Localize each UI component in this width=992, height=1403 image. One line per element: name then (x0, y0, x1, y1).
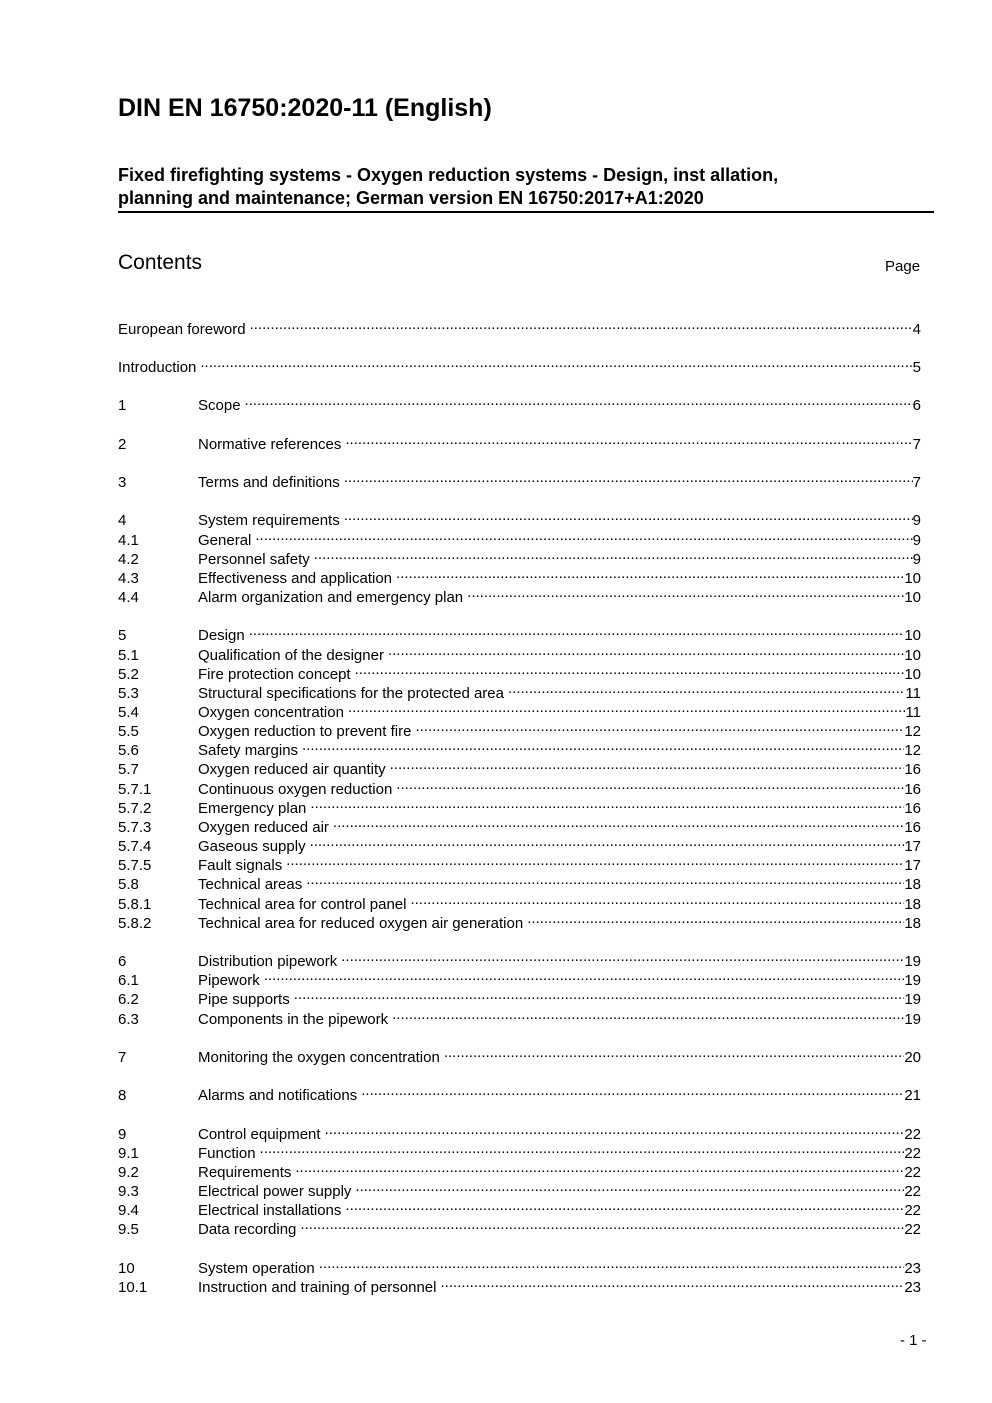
toc-entry[interactable] (118, 870, 921, 893)
toc-dot-leader (319, 1254, 905, 1273)
toc-section-number: 4.1 (118, 532, 139, 549)
toc-section-number: 9.2 (118, 1164, 139, 1181)
page-column-heading: Page (885, 258, 921, 275)
toc-dot-leader (344, 506, 913, 525)
toc-section-number: 9.3 (118, 1183, 139, 1200)
toc-section-title: System requirements (198, 512, 340, 529)
toc-section-number: 9.1 (118, 1145, 139, 1162)
toc-page-number: 9 (912, 532, 921, 549)
toc-dot-leader (440, 1273, 904, 1292)
toc-section-title: Personnel safety (198, 551, 310, 568)
toc-section-number: 4.4 (118, 589, 139, 606)
toc-section-number: 5 (118, 627, 127, 644)
toc-section-number: 9 (118, 1126, 127, 1143)
toc-page-number: 11 (905, 685, 921, 702)
toc-section-number: 10.1 (118, 1279, 148, 1296)
toc-section-title: Oxygen reduced air quantity (198, 761, 386, 778)
toc-section-title: Fire protection concept (198, 666, 351, 683)
toc-dot-leader (314, 545, 913, 564)
toc-page-number: 10 (904, 627, 921, 644)
toc-section-title: Oxygen reduction to prevent fire (198, 723, 412, 740)
toc-section-number: 2 (118, 436, 127, 453)
toc-section-number: 4.3 (118, 570, 139, 587)
toc-section-title: Safety margins (198, 742, 299, 759)
toc-section-title: Technical area for reduced oxygen air generation (198, 915, 524, 932)
toc-dot-leader (200, 353, 912, 372)
toc-entry[interactable] (118, 698, 921, 721)
toc-dot-leader (355, 660, 905, 679)
toc-dot-leader (310, 832, 905, 851)
toc-dot-leader (310, 794, 904, 813)
toc-entry[interactable] (118, 909, 921, 932)
toc-dot-leader (508, 679, 905, 698)
toc-page-number: 12 (904, 723, 921, 740)
toc-section-number: 1 (118, 397, 127, 414)
toc-page-number: 10 (904, 570, 921, 587)
contents-heading: Contents (118, 251, 203, 274)
toc-entry[interactable] (118, 391, 921, 414)
toc-page-number: 22 (904, 1126, 921, 1143)
footer-page-number: - 1 - (900, 1332, 927, 1349)
toc-entry[interactable] (118, 506, 921, 529)
toc-page-number: 19 (904, 972, 921, 989)
toc-section-number: 5.7.2 (118, 800, 152, 817)
toc-dot-leader (255, 526, 912, 545)
toc-entry[interactable] (118, 526, 921, 549)
toc-dot-leader (245, 391, 913, 410)
toc-entry[interactable] (118, 947, 921, 970)
toc-page-number: 18 (904, 915, 921, 932)
toc-page-number: 16 (904, 781, 921, 798)
toc-page-number: 16 (904, 761, 921, 778)
toc-section-number: 5.7.1 (118, 781, 152, 798)
toc-section-title: Effectiveness and application (198, 570, 393, 587)
toc-entry[interactable] (118, 890, 921, 913)
toc-entry[interactable] (118, 832, 921, 855)
toc-entry[interactable] (118, 851, 921, 874)
toc-page-number: 22 (904, 1202, 921, 1219)
toc-section-number: 9.4 (118, 1202, 139, 1219)
toc-page-number: 22 (904, 1183, 921, 1200)
toc-entry[interactable] (118, 1177, 921, 1200)
toc-dot-leader (392, 1005, 904, 1024)
toc-dot-leader (345, 430, 912, 449)
toc-dot-leader (325, 1120, 905, 1139)
document-subtitle (118, 164, 934, 213)
toc-entry[interactable] (118, 660, 921, 683)
toc-entry[interactable] (118, 1081, 921, 1104)
toc-section-title: Design (198, 627, 245, 644)
toc-page-number: 19 (904, 953, 921, 970)
toc-section-title: Control equipment (198, 1126, 321, 1143)
toc-entry[interactable] (118, 736, 921, 759)
toc-entry[interactable] (118, 775, 921, 798)
toc-dot-leader (300, 1215, 904, 1234)
toc-section-number: 5.2 (118, 666, 139, 683)
toc-section-title: Requirements (198, 1164, 292, 1181)
toc-dot-leader (355, 1177, 904, 1196)
toc-section-title: Oxygen concentration (198, 704, 344, 721)
toc-entry[interactable] (118, 1196, 921, 1219)
toc-dot-leader (333, 813, 904, 832)
toc-dot-leader (345, 1196, 904, 1215)
toc-section-number: 5.7.3 (118, 819, 152, 836)
toc-section-number: 7 (118, 1049, 127, 1066)
toc-dot-leader (306, 870, 904, 889)
toc-entry[interactable] (118, 813, 921, 836)
toc-section-number: 5.1 (118, 647, 139, 664)
toc-section-number: 5.8.1 (118, 896, 152, 913)
toc-dot-leader (286, 851, 904, 870)
toc-section-title: Gaseous supply (198, 838, 306, 855)
toc-section-title: Pipework (198, 972, 260, 989)
toc-dot-leader (527, 909, 904, 928)
toc-page-number: 7 (912, 436, 921, 453)
toc-section-title: European foreword (118, 321, 246, 338)
toc-dot-leader (249, 621, 905, 640)
toc-page-number: 20 (904, 1049, 921, 1066)
toc-page-number: 22 (904, 1145, 921, 1162)
toc-section-number: 10 (118, 1260, 135, 1277)
toc-section-title: Continuous oxygen reduction (198, 781, 393, 798)
toc-page-number: 16 (904, 800, 921, 817)
toc-entry[interactable] (118, 1005, 921, 1028)
toc-dot-leader (341, 947, 904, 966)
toc-dot-leader (410, 890, 904, 909)
toc-entry[interactable] (118, 1254, 921, 1277)
toc-section-title: General (198, 532, 252, 549)
toc-dot-leader (250, 315, 913, 334)
toc-entry[interactable] (118, 966, 921, 989)
toc-entry[interactable] (118, 583, 921, 606)
toc-section-title: Alarms and notifications (198, 1087, 358, 1104)
toc-dot-leader (264, 966, 905, 985)
toc-section-title: Normative references (198, 436, 342, 453)
toc-section-title: Introduction (118, 359, 197, 376)
toc-entry[interactable] (118, 641, 921, 664)
toc-section-title: Monitoring the oxygen concentration (198, 1049, 440, 1066)
toc-entry[interactable] (118, 1139, 921, 1162)
subtitle-line-1: Fixed firefighting systems - Oxygen reduction systems - Design, inst allation, (118, 165, 779, 185)
toc-dot-leader (415, 717, 904, 736)
toc-page-number: 5 (912, 359, 921, 376)
toc-dot-leader (295, 1158, 904, 1177)
toc-section-title: Electrical power supply (198, 1183, 352, 1200)
toc-section-title: Data recording (198, 1221, 297, 1238)
toc-section-title: Distribution pipework (198, 953, 338, 970)
toc-entry[interactable] (118, 1273, 921, 1296)
toc-page-number: 7 (912, 474, 921, 491)
toc-section-number: 5.8 (118, 876, 139, 893)
toc-entry[interactable] (118, 621, 921, 644)
toc-page-number: 10 (904, 589, 921, 606)
toc-section-number: 5.6 (118, 742, 139, 759)
toc-page-number: 17 (904, 838, 921, 855)
subtitle-line-2: planning and maintenance; German version EN 16750:2017+A1:2020 (118, 188, 704, 208)
toc-section-title: Pipe supports (198, 991, 290, 1008)
toc-dot-leader (390, 755, 905, 774)
toc-section-number: 6.1 (118, 972, 139, 989)
toc-page-number: 22 (904, 1221, 921, 1238)
toc-dot-leader (388, 641, 904, 660)
toc-entry[interactable] (118, 564, 921, 587)
toc-page-number: 9 (912, 551, 921, 568)
toc-section-title: Oxygen reduced air (198, 819, 329, 836)
toc-page-number: 9 (912, 512, 921, 529)
toc-dot-leader (344, 468, 913, 487)
toc-section-title: Function (198, 1145, 256, 1162)
toc-section-title: Qualification of the designer (198, 647, 384, 664)
toc-section-number: 8 (118, 1087, 127, 1104)
toc-section-title: Alarm organization and emergency plan (198, 589, 464, 606)
toc-dot-leader (361, 1081, 904, 1100)
toc-section-title: Fault signals (198, 857, 283, 874)
toc-entry[interactable] (118, 1158, 921, 1181)
toc-page-number: 23 (904, 1279, 921, 1296)
toc-dot-leader (444, 1043, 904, 1062)
toc-section-number: 5.3 (118, 685, 139, 702)
toc-entry[interactable] (118, 794, 921, 817)
toc-section-title: Components in the pipework (198, 1011, 389, 1028)
toc-section-number: 9.5 (118, 1221, 139, 1238)
toc-page-number: 11 (905, 704, 921, 721)
toc-page-number: 18 (904, 876, 921, 893)
toc-entry[interactable] (118, 1120, 921, 1143)
toc-section-title: Terms and definitions (198, 474, 340, 491)
toc-section-number: 6.2 (118, 991, 139, 1008)
toc-entry[interactable] (118, 1043, 921, 1066)
toc-entry[interactable] (118, 353, 921, 376)
toc-entry[interactable] (118, 985, 921, 1008)
toc-dot-leader (260, 1139, 905, 1158)
toc-section-number: 3 (118, 474, 127, 491)
toc-page-number: 4 (912, 321, 921, 338)
toc-entry[interactable] (118, 545, 921, 568)
toc-page-number: 22 (904, 1164, 921, 1181)
toc-page-number: 10 (904, 666, 921, 683)
toc-page-number: 16 (904, 819, 921, 836)
toc-entry[interactable] (118, 315, 921, 338)
toc-section-title: Structural specifications for the protected area (198, 685, 504, 702)
toc-dot-leader (396, 564, 904, 583)
toc-section-title: Emergency plan (198, 800, 307, 817)
toc-dot-leader (302, 736, 904, 755)
toc-entry[interactable] (118, 717, 921, 740)
toc-entry[interactable] (118, 755, 921, 778)
toc-page-number: 17 (904, 857, 921, 874)
toc-dot-leader (467, 583, 904, 602)
toc-section-number: 4 (118, 512, 127, 529)
toc-page-number: 19 (904, 1011, 921, 1028)
document-title: DIN EN 16750:2020-11 (English) (118, 94, 492, 122)
toc-page-number: 10 (904, 647, 921, 664)
toc-page-number: 6 (912, 397, 921, 414)
toc-section-number: 5.7.5 (118, 857, 152, 874)
toc-page-number: 19 (904, 991, 921, 1008)
toc-entry[interactable] (118, 1215, 921, 1238)
toc-section-title: Electrical installations (198, 1202, 342, 1219)
toc-dot-leader (396, 775, 904, 794)
toc-section-title: Instruction and training of personnel (198, 1279, 437, 1296)
toc-section-title: System operation (198, 1260, 315, 1277)
toc-section-number: 6 (118, 953, 127, 970)
toc-section-number: 5.7.4 (118, 838, 152, 855)
toc-dot-leader (294, 985, 905, 1004)
toc-section-number: 5.7 (118, 761, 139, 778)
toc-entry[interactable] (118, 679, 921, 702)
toc-section-number: 5.5 (118, 723, 139, 740)
toc-section-number: 4.2 (118, 551, 139, 568)
toc-section-number: 5.8.2 (118, 915, 152, 932)
toc-section-title: Scope (198, 397, 241, 414)
toc-dot-leader (348, 698, 906, 717)
toc-page-number: 12 (904, 742, 921, 759)
toc-page-number: 18 (904, 896, 921, 913)
toc-page-number: 21 (904, 1087, 921, 1104)
toc-entry[interactable] (118, 430, 921, 453)
toc-section-number: 6.3 (118, 1011, 139, 1028)
toc-page-number: 23 (904, 1260, 921, 1277)
toc-entry[interactable] (118, 468, 921, 491)
toc-section-title: Technical area for control panel (198, 896, 407, 913)
toc-section-number: 5.4 (118, 704, 139, 721)
toc-section-title: Technical areas (198, 876, 303, 893)
